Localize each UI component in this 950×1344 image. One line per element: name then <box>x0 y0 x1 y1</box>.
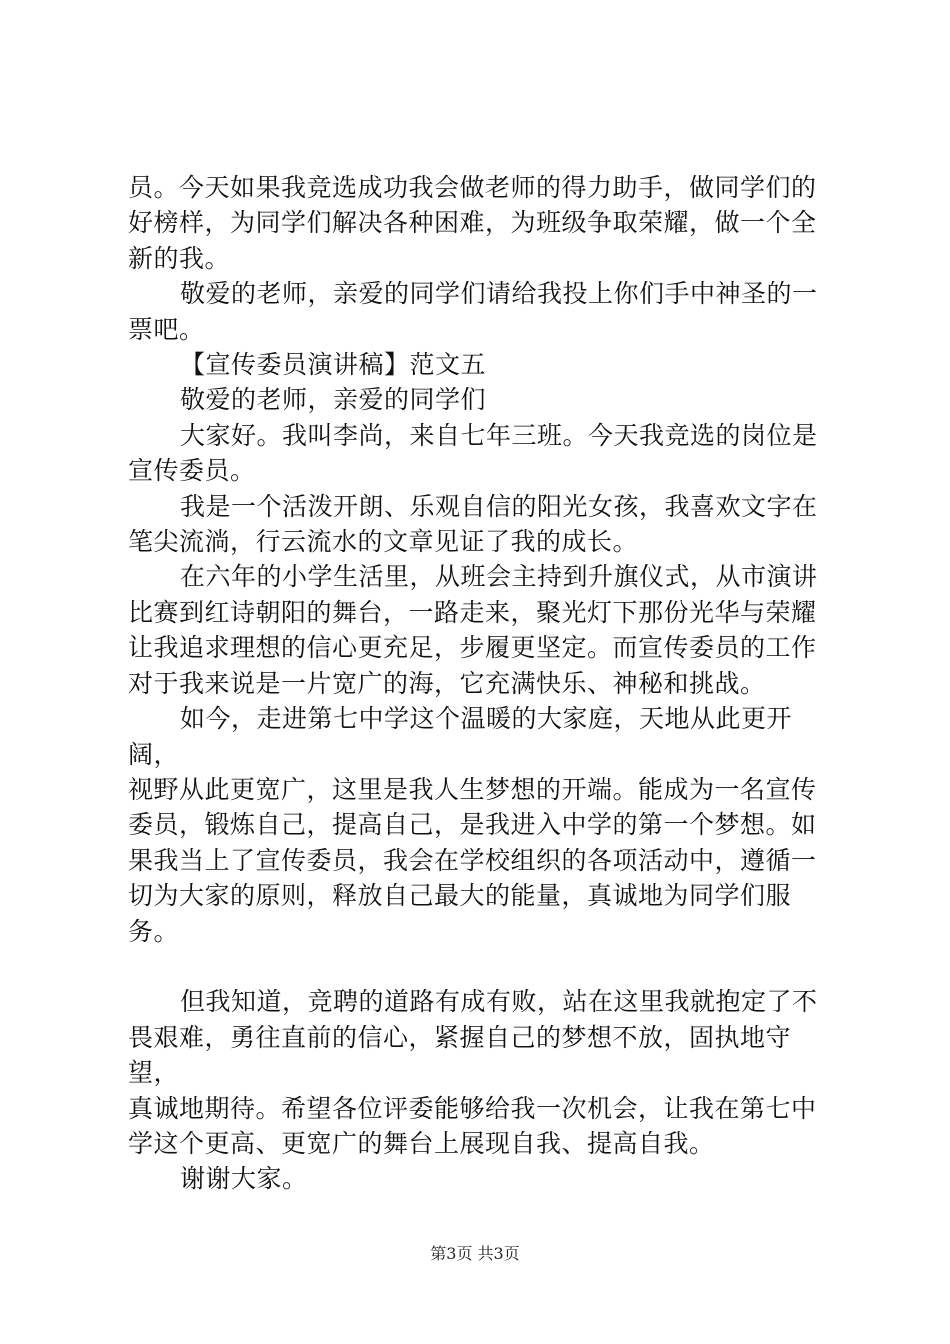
text-line-11: 笔尖流淌，行云流水的文章见证了我的成长。 <box>128 527 639 557</box>
salutation: 敬爱的老师，亲爱的同学们 <box>180 385 487 415</box>
text-line-22: 但我知道，竞聘的道路有成有败，站在这里我就抱定了不 <box>180 987 818 1017</box>
text-line-16: 如今，走进第七中学这个温暖的大家庭，天地从此更开阔， <box>128 704 793 769</box>
text-line-17: 视野从此更宽广，这里是我人生梦想的开端。能成为一名宣传 <box>128 774 817 804</box>
text-line-2: 好榜样，为同学们解决各种困难，为班级争取荣耀，做一个全 <box>128 208 817 238</box>
text-line-10: 我是一个活泼开朗、乐观自信的阳光女孩，我喜欢文字在 <box>180 491 818 521</box>
text-line-24: 真诚地期待。希望各位评委能够给我一次机会，让我在第七中 <box>128 1093 817 1123</box>
text-line-3: 新的我。 <box>128 243 231 273</box>
text-line-15: 对于我来说是一片宽广的海，它充满快乐、神秘和挑战。 <box>128 668 766 698</box>
section-heading: 【宣传委员演讲稿】范文五 <box>180 350 487 380</box>
text-line-13: 比赛到红诗朝阳的舞台，一路走来，聚光灯下那份光华与荣耀 <box>128 597 817 627</box>
text-line-14: 让我追求理想的信心更充足，步履更坚定。而宣传委员的工作 <box>128 633 817 663</box>
text-line-19: 果我当上了宣传委员，我会在学校组织的各项活动中，遵循一 <box>128 845 817 875</box>
text-line-1: 员。今天如果我竞选成功我会做老师的得力助手，做同学们的 <box>128 173 817 202</box>
text-line-8: 大家好。我叫李尚，来自七年三班。今天我竞选的岗位是 <box>180 420 818 450</box>
text-line-20: 切为大家的原则，释放自己最大的能量，真诚地为同学们服务。 <box>128 881 792 946</box>
page-footer <box>0 1244 950 1264</box>
text-line-25: 学这个更高、更宽广的舞台上展现自我、提高自我。 <box>128 1128 715 1158</box>
text-line-12: 在六年的小学生活里，从班会主持到升旗仪式，从市演讲 <box>180 562 818 592</box>
text-line-5: 票吧。 <box>128 314 205 344</box>
paragraph-gap <box>128 949 828 984</box>
page-number-label: 第3页 共3页 <box>430 1244 520 1263</box>
text-line-4: 敬爱的老师，亲爱的同学们请给我投上你们手中神圣的一 <box>180 279 818 309</box>
document-body <box>128 170 828 1197</box>
text-line-9: 宣传委员。 <box>128 456 256 486</box>
text-line-23: 畏艰难，勇往直前的信心，紧握自己的梦想不放，固执地守望， <box>128 1022 792 1088</box>
text-line-18: 委员，锻炼自己，提高自己，是我进入中学的第一个梦想。如 <box>128 810 817 840</box>
closing-line: 谢谢大家。 <box>180 1164 308 1194</box>
